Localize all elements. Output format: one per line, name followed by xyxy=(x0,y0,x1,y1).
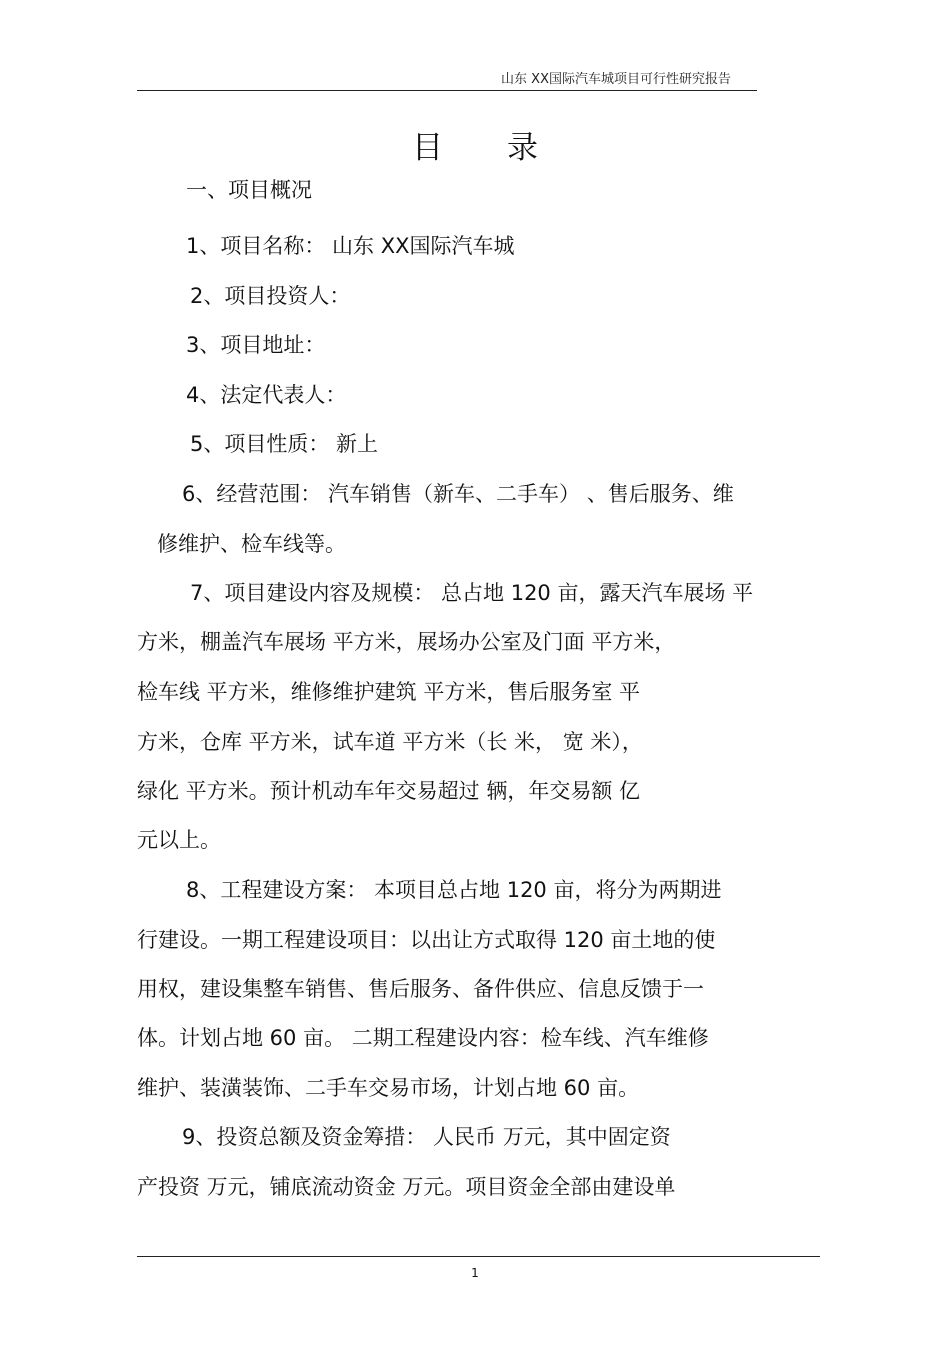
text-line: 2、项目投资人： xyxy=(190,284,351,308)
text-line: 方米，仓库 平方米，试车道 平方米（长 米， 宽 米）， xyxy=(137,730,643,754)
title-char-1: 目 xyxy=(412,130,443,166)
page-number: 1 xyxy=(471,1266,479,1280)
text-line: 绿化 平方米。预计机动车年交易超过 辆，年交易额 亿 xyxy=(137,779,641,803)
footer-rule xyxy=(137,1256,820,1257)
text-line: 5、项目性质： 新上 xyxy=(190,432,379,456)
text-line: 行建设。一期工程建设项目：以出让方式取得 120 亩土地的使 xyxy=(137,928,716,952)
text-line: 产投资 万元，铺底流动资金 万元。项目资金全部由建设单 xyxy=(137,1175,676,1199)
text-line: 元以上。 xyxy=(137,828,221,852)
title-char-2: 录 xyxy=(507,130,538,166)
text-line: 1、项目名称： 山东 XX国际汽车城 xyxy=(186,234,515,258)
running-header xyxy=(137,72,757,91)
page-title xyxy=(0,122,950,167)
text-line: 4、法定代表人： xyxy=(186,383,347,407)
text-line: 8、工程建设方案： 本项目总占地 120 亩，将分为两期进 xyxy=(186,878,722,902)
text-line: 修维护、检车线等。 xyxy=(157,532,346,556)
text-line: 维护、装潢装饰、二手车交易市场，计划占地 60 亩。 xyxy=(137,1076,640,1100)
text-line: 用权，建设集整车销售、售后服务、备件供应、信息反馈于一 xyxy=(137,977,704,1001)
text-line: 9、投资总额及资金筹措： 人民币 万元，其中固定资 xyxy=(182,1125,671,1149)
text-line: 检车线 平方米，维修维护建筑 平方米，售后服务室 平 xyxy=(137,680,641,704)
text-line: 3、项目地址： xyxy=(186,333,326,357)
header-text: 山东 XX国际汽车城项目可行性研究报告 xyxy=(501,72,731,87)
section-heading: 一、项目概况 xyxy=(186,178,312,202)
text-line: 体。计划占地 60 亩。 二期工程建设内容：检车线、汽车维修 xyxy=(137,1026,709,1050)
text-line: 7、项目建设内容及规模： 总占地 120 亩，露天汽车展场 平 xyxy=(190,581,754,605)
text-line: 方米，棚盖汽车展场 平方米，展场办公室及门面 平方米， xyxy=(137,630,676,654)
text-line: 6、经营范围： 汽车销售（新车、二手车） 、售后服务、维 xyxy=(182,482,734,506)
